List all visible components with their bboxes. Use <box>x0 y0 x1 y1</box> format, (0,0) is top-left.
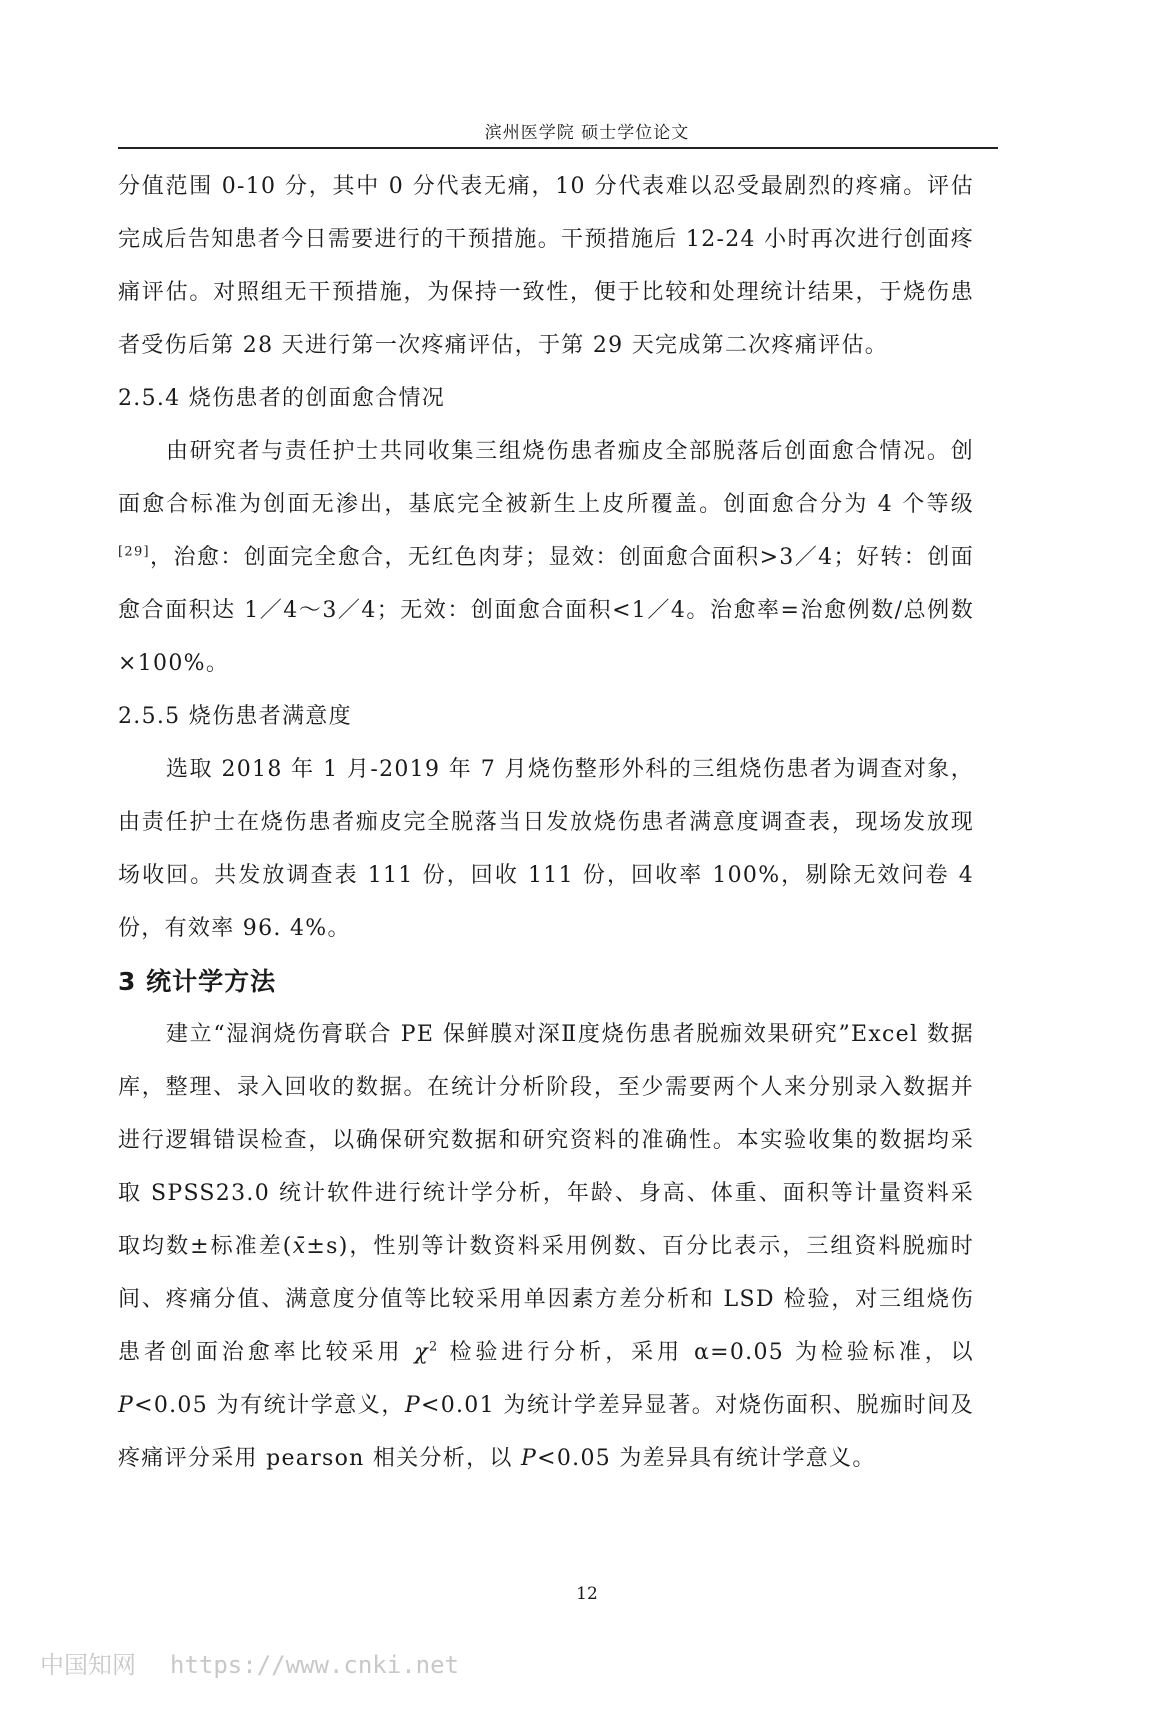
stats-text-b: ±s)，性别等计数资料采用例数、百分比表示，三组资料脱痂时间、疼痛分值、满意度分值等比较采用单因素方差分析和 LSD 检验，对三组烧伤患者创面治愈率比较采用 <box>118 1234 974 1365</box>
chi-symbol: χ <box>414 1340 429 1365</box>
citation-29: [29] <box>118 544 150 560</box>
running-header: 滨州医学院 硕士学位论文 <box>484 123 690 143</box>
cnki-watermark <box>40 1645 459 1680</box>
heading-3-statistics: 3 统计学方法 <box>118 967 277 996</box>
paragraph-pain-score: 分值范围 0-10 分，其中 0 分代表无痛，10 分代表难以忍受最剧烈的疼痛。评估完成后告知患者今日需要进行的干预措施。干预措施后 12-24 小时再次进行创面疼痛评估。对照组无干预措施，为保持一致性，便于比较和处理统计结果，于烧伤患者受伤后第 28 天进行第一次疼痛评估，于第 29 天完成第二次疼痛评估。 <box>118 174 974 358</box>
watermark-url: https://www.cnki.net <box>170 1651 459 1679</box>
wound-healing-text-a: 由研究者与责任护士共同收集三组烧伤患者痂皮全部脱落后创面愈合情况。创面愈合标准为创面无渗出，基底完全被新生上皮所覆盖。创面愈合分为 4 个等级 <box>118 439 974 517</box>
paragraph-satisfaction: 选取 2018 年 1 月-2019 年 7 月烧伤整形外科的三组烧伤患者为调查对象，由责任护士在烧伤患者痂皮完全脱落当日发放烧伤患者满意度调查表，现场发放现场收回。共发放调查表 111 份，回收 111 份，回收率 100%，剔除无效问卷 4 份，有效率 96. 4%。 <box>118 757 974 941</box>
paragraph-wound-healing <box>118 425 974 690</box>
header-rule <box>118 147 998 149</box>
paragraph-statistical-methods <box>118 1008 974 1485</box>
stats-text-f: <0.05 为差异具有统计学意义。 <box>537 1446 876 1471</box>
p-symbol: P <box>118 1393 135 1418</box>
wound-healing-text-b: ，治愈：创面完全愈合，无红色肉芽；显效：创面愈合面积>3／4；好转：创面愈合面积达 1／4～3／4；无效：创面愈合面积<1／4。治愈率=治愈例数/总例数×100%。 <box>118 545 974 676</box>
stats-text-e: <0.01 为统计学差异显著。对烧伤面积、脱痂时间及疼痛评分采用 pearson 相关分析，以 <box>118 1393 974 1471</box>
stats-text-d: <0.05 为有统计学意义， <box>134 1393 405 1418</box>
heading-2-5-4: 2.5.4 烧伤患者的创面愈合情况 <box>118 386 446 411</box>
watermark-cnki-name: 中国知网 <box>40 1651 136 1679</box>
heading-2-5-5: 2.5.5 烧伤患者满意度 <box>118 704 352 729</box>
p-symbol: P <box>521 1446 538 1471</box>
stats-text-a: 建立“湿润烧伤膏联合 PE 保鲜膜对深Ⅱ度烧伤患者脱痂效果研究”Excel 数据库，整理、录入回收的数据。在统计分析阶段，至少需要两个人来分别录入数据并进行逻辑错误检查，以确保研究数据和研究资料的准确性。本实验收集的数据均采取 SPSS23.0 统计软件进行统计学分析，年龄、身高、体重、面积等计量资料采取均数±标准差( <box>118 1022 974 1259</box>
mean-symbol: x̄ <box>292 1234 307 1259</box>
p-symbol: P <box>404 1393 421 1418</box>
stats-text-c: 检验进行分析，采用 α=0.05 为检验标准，以 <box>438 1340 974 1365</box>
page-number: 12 <box>576 1584 598 1604</box>
page-body <box>118 160 974 1485</box>
chi-exponent: 2 <box>429 1339 439 1355</box>
